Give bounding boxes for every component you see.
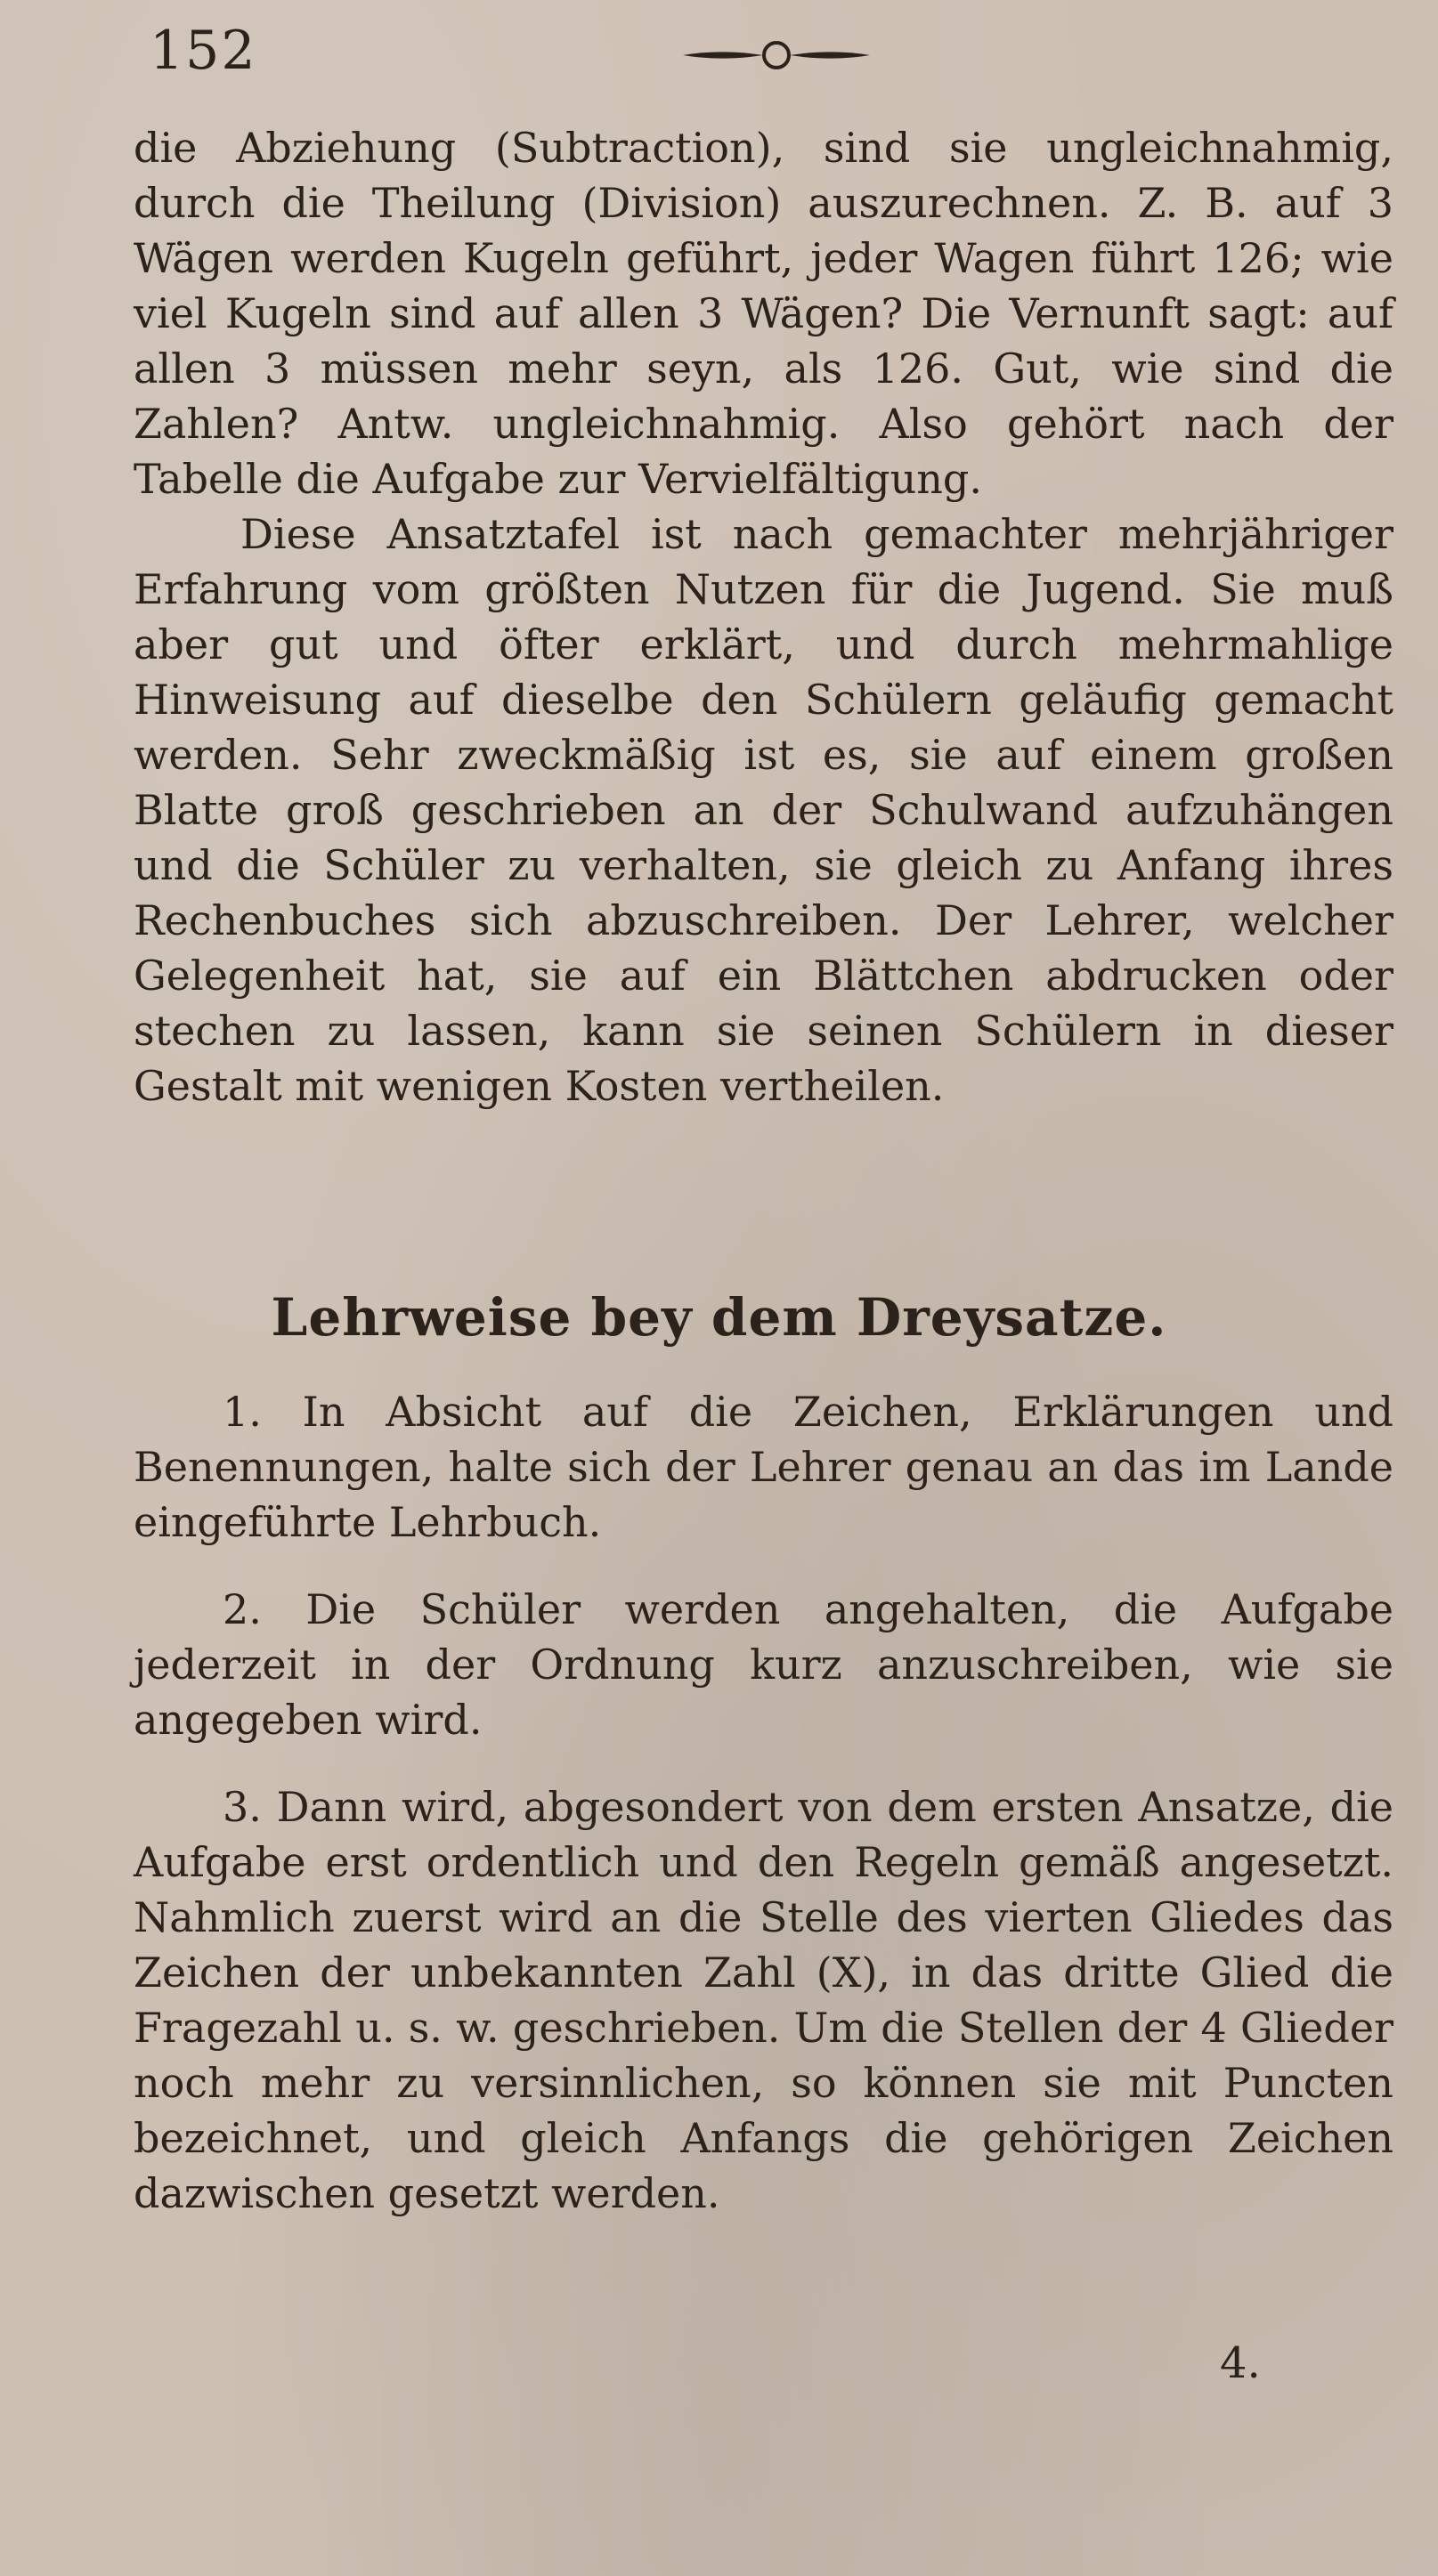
paragraph-ansatztafel: Diese Ansatztafel ist nach gemachter mehrjähriger Erfahrung vom größten Nutzen für die Jugend. Sie muß aber gut und öfter erklärt, und durch mehrmahlige Hinweisung auf dieselbe den Schülern geläufig gemacht werden. Sehr zweckmäßig ist es, sie auf einem großen Blatte groß geschrieben an der Schulwand aufzuhängen und die Schüler zu verhalten, sie gleich zu Anfang ihres Rechenbuches sich abzuschreiben. Der Lehrer, welcher Gelegenheit hat, sie auf ein Blättchen abdrucken oder stechen zu lassen, kann sie seinen Schülern in dieser Gestalt mit wenigen Kosten vertheilen. xyxy=(134,510,1393,1110)
ornament-rule-icon xyxy=(678,28,874,82)
list-item: 1. In Absicht auf die Zeichen, Erklärungen und Benennungen, halte sich der Lehrer genau an das im Lande eingeführte Lehrbuch. xyxy=(134,1388,1393,1546)
list-item: 2. Die Schüler werden angehalten, die Aufgabe jederzeit in der Ordnung kurz anzuschreiben, wie sie angegeben wird. xyxy=(134,1585,1393,1744)
page-header xyxy=(134,11,1380,100)
list-item: 3. Dann wird, abgesondert von dem ersten Ansatze, die Aufgabe erst ordentlich und den Regeln gemäß angesetzt. Nahmlich zuerst wird an die Stelle des vierten Gliedes das Zeichen der unbekannten Zahl (X), in das dritte Glied die Fragezahl u. s. w. geschrieben. Um die Stellen der 4 Glieder noch mehr zu versinnlichen, so können sie mit Puncten bezeichnet, und gleich Anfangs die gehörigen Zeichen dazwischen gesetzt werden. xyxy=(134,1783,1393,2217)
page-number: 152 xyxy=(150,20,257,82)
paragraph-continuation: die Abziehung (Subtraction), sind sie ungleichnahmig, durch die Theilung (Division) auszurechnen. Z. B. auf 3 Wägen werden Kugeln geführt, jeder Wagen führt 126; wie viel Kugeln sind auf allen 3 Wägen? Die Vernunft sagt: auf allen 3 müssen mehr seyn, als 126. Gut, wie sind die Zahlen? Antw. ungleichnahmig. Also gehört nach der Tabelle die Aufgabe zur Vervielfältigung. xyxy=(134,124,1393,503)
catchword: 4. xyxy=(1220,2338,1261,2388)
section-heading: Lehrweise bey dem Dreysatze. xyxy=(271,1287,1167,1348)
numbered-items xyxy=(134,1384,1393,2253)
top-text xyxy=(134,120,1393,1114)
